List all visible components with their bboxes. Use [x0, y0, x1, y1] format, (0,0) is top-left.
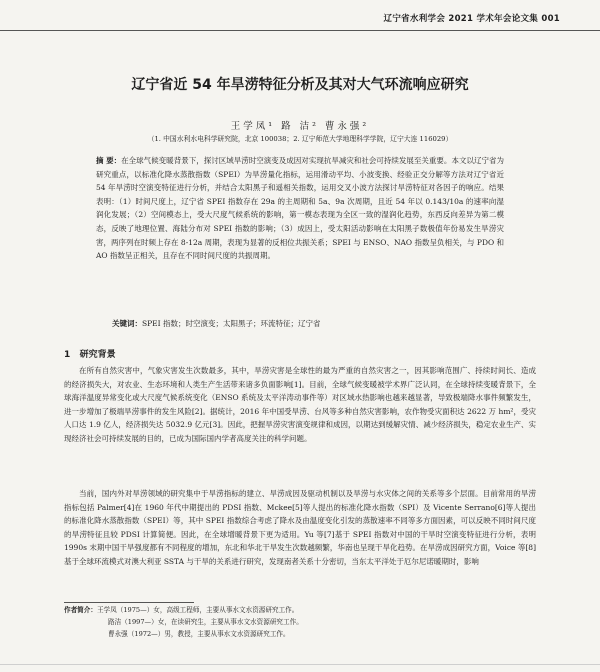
- body-paragraph: 在所有自然灾害中，气象灾害发生次数最多，其中，旱涝灾害是全球性的最为严重的自然灾害之一，因其影响范围广、持续时间长、造成的经济损失大，对农业、生态环境和人类生产生活带来诸多负面影响[1]。目前，全球气候变暖被学术界广泛认同，在全球持续变暖背景下，全球海洋温度异常变化或大尺度气候系统变化（ENSO 系统及太平洋涛动事件等）对区域水热影响也越来越显著，导致极端降水事件频繁发生，进一步增加了极端旱涝事件的发生风险[2]。据统计，2016 年中国受旱涝、台风等多种自然灾害影响，农作物受灾面积达 2622 万 hm²，受灾人口达 1.9 亿人，经济损失达 5032.9 亿元[3]。因此，把握旱涝灾害演变规律和成因，以期达到缓解灾情、减少经济损失，稳定农业生产、实现经济社会可持续发展的目的，已成为国际国内学者高度关注的科学问题。: [64, 366, 536, 443]
- section-heading: [64, 347, 116, 360]
- keywords-label: 关键词：: [112, 319, 142, 328]
- footnote-text: 曹永强（1972—）男，教授，主要从事水文水资源研究工作。: [108, 630, 290, 638]
- footnote: [108, 629, 290, 640]
- keywords-text: SPEI 指数；时空演变；太阳黑子；环流特征；辽宁省: [142, 319, 321, 328]
- abstract: [96, 154, 504, 263]
- section-title: 研究背景: [79, 350, 116, 360]
- abstract-text: 在全球气候变暖背景下，探讨区域旱涝时空演变及成因对实现抗旱减灾和社会可持续发展至关重要。本文以辽宁省为研究重点，以标准化降水蒸散指数（SPEI）为旱涝量化指标，运用滑动平均、小波变换、经验正交分解等方法对辽宁省近 54 年旱涝时空演变特征进行分析，并结合太阳黑子和遥相关指数，运用交叉小波方法探讨旱涝特征对各因子的响应。结果表明：（1）时间尺度上，辽宁省 SPEI 指数存在 29a 的主周期和 5a、9a 次周期，且近 54 年以 0.143/10a 的速率向湿润化发展；（2）空间模态上，受大尺度气候系统的影响，第一模态表现为全区一致的湿润化趋势，东西反向差异为第二模态，反映了地理位置、海陆分布对 SPEI 指数的影响；（3）成因上，受太阳活动影响在太阳黑子数极值年份易发生旱涝灾害，两序列在时频上存在 8-12a 周期，表现为显著的反相位共振关系；SPEI 与 ENSO、NAO 指数呈负相关，与 PDO 和 AO 指数呈正相关，且存在不同时间尺度的共振周期。: [96, 156, 504, 261]
- affiliations: （1. 中国水利水电科学研究院，北京 100038；2. 辽宁师范大学地理科学学院，辽宁大连 116029）: [147, 135, 453, 143]
- author-list: 王学凤¹ 路 洁² 曹永强²: [230, 121, 370, 132]
- footnote-label: 作者简介：: [64, 606, 97, 614]
- running-header: 辽宁省水利学会 2021 学术年会论文集 001: [383, 14, 560, 24]
- section-number: 1: [64, 350, 71, 360]
- footnote-text: 王学凤（1975—）女，高级工程师，主要从事水文水资源研究工作。: [96, 606, 299, 614]
- footnote: [108, 617, 303, 628]
- abstract-label: 摘 要：: [96, 156, 122, 165]
- footnote-rule: [64, 602, 194, 603]
- paper-title: 辽宁省近 54 年旱涝特征分析及其对大气环流响应研究: [131, 77, 469, 93]
- keywords: [112, 318, 504, 329]
- page-edge-line: [0, 664, 600, 665]
- footnote-text: 路洁（1997—）女，在读研究生，主要从事水文水资源研究工作。: [108, 618, 303, 626]
- body-paragraph: 当前，国内外对旱涝领域的研究集中于旱涝指标的建立、旱涝成因及驱动机制以及旱涝与水灾体之间的关系等多个层面。目前常用的旱涝指标包括 Palmer[4]在 1960 年代中期提出的 PDSI 指数、Mckee[5]等人提出的标准化降水指数（SPI）及 Vicente Serrano[6]等人提出的标准化降水蒸散指数（SPEI）等，其中 SPEI 指数综合考虑了降水及由温度变化引发的蒸散速率不同等多方面因素，可以反映不同时间尺度的旱涝特征且较 PDSI 计算简便。因此，在全球增暖背景下更为适用。Yu 等[7]基于 SPEI 指数对中国的干旱时空演变特征进行分析，表明 1990s 末期中国干旱强度都有不同程度的增加，东北和华北干旱发生次数越频繁，华南也呈现干旱化趋势。在旱涝成因研究方面，Voice 等[8]基于全球环流模式对澳大利亚 SSTA 与干旱的关系进行研究，发现南者关系十分密切，当东太平洋处于厄尔尼诺暖期时，影响: [64, 489, 536, 566]
- footnote: [64, 605, 298, 616]
- header-rule: [0, 30, 600, 31]
